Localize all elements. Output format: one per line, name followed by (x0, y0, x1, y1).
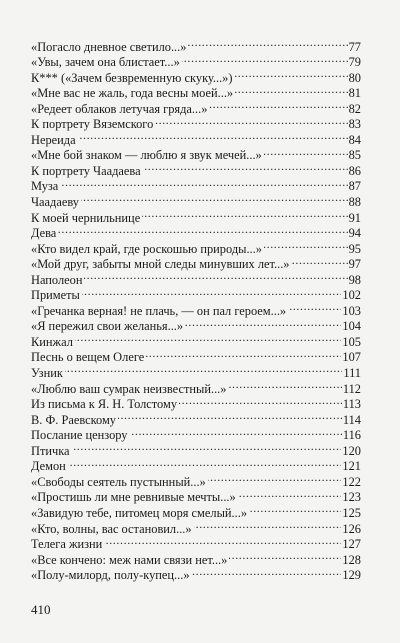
toc-entry-title: Приметы (31, 288, 80, 303)
toc-entry-title: «Завидую тебе, питомец моря смелый...» (31, 505, 248, 520)
toc-entry (31, 346, 361, 365)
toc-entry (31, 144, 361, 163)
dot-leader (155, 113, 347, 129)
toc-entry-page-number: 97 (348, 257, 361, 272)
toc-entry-title: «Увы, зачем она блистает...» (31, 55, 180, 70)
toc-entry (31, 190, 361, 210)
toc-entry-title: Песнь о вещем Олеге (31, 350, 145, 365)
toc-entry-page-number: 120 (342, 443, 361, 458)
toc-entry-page-number: 116 (342, 428, 361, 443)
toc-entry-title: Демон (31, 459, 66, 474)
toc-entry-title: «Люблю ваш сумрак неизвестный...» (31, 381, 227, 396)
toc-entry-title: В. Ф. Раевскому (31, 412, 116, 427)
toc-entry-title: Телега жизни (31, 537, 103, 552)
toc-entry (31, 222, 361, 241)
toc-entry-title: «Простишь ли мне ревнивые мечты...» (31, 490, 236, 505)
dot-leader (75, 330, 342, 346)
dot-leader (238, 486, 342, 502)
toc-entry (31, 35, 361, 54)
dot-leader (60, 175, 347, 191)
toc-entry-page-number: 128 (342, 552, 361, 567)
toc-entry-title: «Мой друг, забыты мной следы минувших лет...» (31, 257, 290, 272)
dot-leader (179, 393, 342, 409)
dot-leader (194, 517, 342, 533)
dot-leader (146, 346, 341, 362)
toc-entry-title: К портрету Вяземского (31, 117, 154, 132)
dot-leader (235, 66, 348, 82)
toc-entry-page-number: 94 (348, 226, 361, 241)
toc-entry (31, 237, 361, 256)
toc-entry-title: «Я пережил свои желанья...» (31, 319, 184, 334)
toc-entry (31, 361, 361, 381)
toc-entry (31, 330, 361, 349)
toc-entry-page-number: 111 (343, 366, 361, 381)
dot-leader (288, 299, 341, 315)
dot-leader (58, 222, 347, 238)
table-of-contents (31, 35, 361, 583)
toc-entry-page-number: 79 (348, 55, 361, 70)
toc-entry-page-number: 86 (348, 163, 361, 178)
dot-leader (292, 253, 348, 269)
toc-entry-page-number: 83 (348, 117, 361, 132)
toc-entry-title: К моей чернильнице (31, 210, 141, 225)
toc-entry-page-number: 125 (342, 505, 361, 520)
toc-entry (31, 128, 361, 147)
dot-leader (81, 190, 348, 206)
toc-entry (31, 175, 361, 194)
toc-entry-page-number: 98 (348, 272, 361, 287)
dot-leader (249, 501, 341, 517)
toc-entry-page-number: 105 (342, 334, 361, 349)
toc-entry-page-number: 122 (342, 474, 361, 489)
toc-entry-title: Муза (31, 179, 59, 194)
toc-entry-page-number: 123 (342, 490, 361, 505)
toc-entry-title: «Кто видел край, где роскошью природы...» (31, 241, 262, 256)
toc-entry-page-number: 81 (348, 86, 361, 101)
toc-entry-title: Послание цензору (31, 428, 128, 443)
toc-entry-title: Чаадаеву (31, 195, 79, 210)
dot-leader (264, 144, 348, 160)
toc-entry-page-number: 129 (342, 568, 361, 583)
dot-leader (188, 35, 347, 51)
toc-entry-title: Нереида (31, 132, 76, 147)
toc-entry-page-number: 114 (342, 412, 361, 427)
dot-leader (264, 237, 348, 253)
toc-entry (31, 439, 361, 458)
toc-entry-title: Кинжал (31, 334, 73, 349)
toc-entry-page-number: 104 (342, 319, 361, 334)
dot-leader (78, 128, 348, 144)
toc-entry-title: «Погасло дневное светило...» (31, 39, 187, 54)
toc-entry-title: «Мне вас не жаль, года весны моей...» (31, 86, 234, 101)
dot-leader (82, 284, 342, 300)
dot-leader (130, 424, 342, 440)
dot-leader (118, 408, 342, 424)
dot-leader (142, 206, 347, 222)
toc-entry-title: Наполеон (31, 272, 83, 287)
dot-leader (182, 51, 348, 67)
toc-entry-page-number: 107 (342, 350, 361, 365)
dot-leader (209, 97, 347, 113)
toc-entry-page-number: 103 (342, 303, 361, 318)
toc-entry-page-number: 87 (348, 179, 361, 194)
dot-leader (185, 315, 341, 331)
dot-leader (104, 533, 341, 549)
dot-leader (65, 361, 342, 377)
toc-entry (31, 455, 361, 474)
toc-entry-page-number: 112 (342, 381, 361, 396)
toc-entry (31, 470, 361, 489)
toc-entry-page-number: 80 (348, 70, 361, 85)
toc-entry-title: «Свободы сеятель пустынный...» (31, 474, 206, 489)
toc-entry-page-number: 85 (348, 148, 361, 163)
toc-entry (31, 377, 361, 396)
dot-leader (143, 159, 348, 175)
toc-entry-title: Узник (31, 366, 63, 381)
toc-entry-page-number: 121 (342, 459, 361, 474)
toc-entry-page-number: 127 (342, 537, 361, 552)
toc-entry-title: Птичка (31, 443, 70, 458)
toc-entry-title: «Кто, волны, вас остановил...» (31, 521, 192, 536)
page-number: 410 (31, 602, 51, 617)
toc-entry-page-number: 126 (342, 521, 361, 536)
toc-entry-page-number: 113 (342, 397, 361, 412)
toc-entry-page-number: 91 (348, 210, 361, 225)
toc-entry-page-number: 102 (342, 288, 361, 303)
toc-entry-title: К*** («Зачем безвременную скуку...») (31, 70, 233, 85)
dot-leader (208, 470, 342, 486)
dot-leader (228, 377, 341, 393)
dot-leader (68, 455, 342, 471)
toc-entry-title: «Гречанка верная! не плачь, — он пал героем...» (31, 303, 287, 318)
toc-entry-title: К портрету Чаадаева (31, 163, 141, 178)
dot-leader (84, 268, 347, 284)
toc-entry-page-number: 77 (348, 39, 361, 54)
toc-entry-page-number: 95 (348, 241, 361, 256)
dot-leader (72, 439, 342, 455)
toc-entry-title: Из письма к Я. Н. Толстому (31, 397, 178, 412)
toc-entry-page-number: 88 (348, 195, 361, 210)
toc-entry-title: «Полу-милорд, полу-купец...» (31, 568, 190, 583)
toc-entry-page-number: 82 (348, 101, 361, 116)
dot-leader (235, 82, 347, 98)
dot-leader (229, 548, 341, 564)
toc-entry-title: «Мне бой знаком — люблю я звук мечей...» (31, 148, 262, 163)
dot-leader (192, 564, 342, 580)
toc-entry-title: «Редеет облаков летучая гряда...» (31, 101, 208, 116)
toc-entry-title: Дева (31, 226, 57, 241)
toc-entry-page-number: 84 (348, 132, 361, 147)
toc-entry-title: «Все кончено: меж нами связи нет...» (31, 552, 228, 567)
